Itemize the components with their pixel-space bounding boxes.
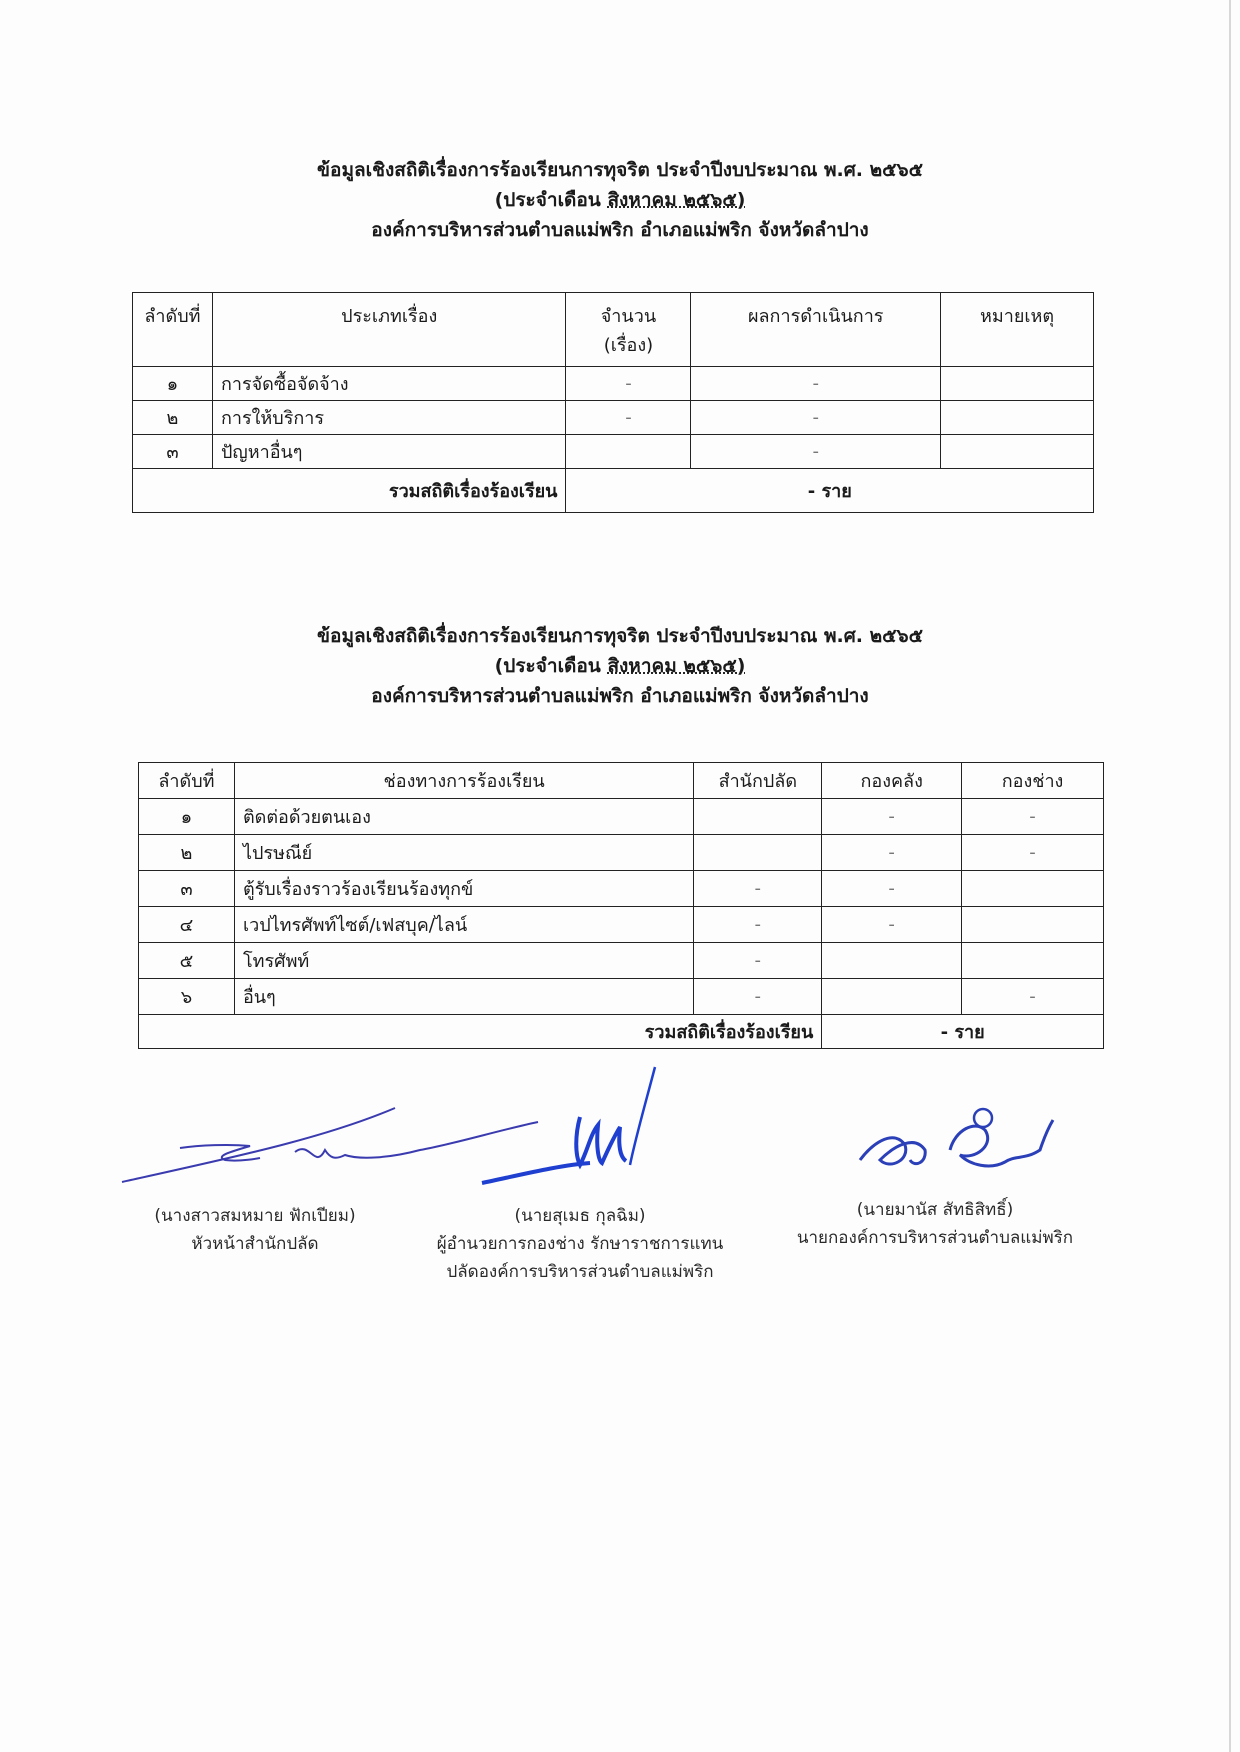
finance-count	[822, 979, 962, 1015]
report-period: (ประจำเดือน สิงหาคม ๒๕๖๕)	[494, 189, 746, 211]
signer-name: (นายมานัส สัทธิสิทธิ์)	[856, 1200, 1014, 1220]
report-header-2	[0, 622, 1240, 712]
total-label: รวมสถิติเรื่องร้องเรียน	[139, 1015, 822, 1049]
complaint-remark	[941, 367, 1094, 401]
report-period: (ประจำเดือน สิงหาคม ๒๕๖๕)	[494, 655, 746, 677]
office-count: -	[694, 979, 822, 1015]
complaint-type: การให้บริการ	[212, 401, 566, 435]
signer-name: (นายสุเมธ กุลฉิม)	[514, 1206, 646, 1226]
handwritten-signature-3	[855, 1100, 1055, 1200]
complaint-count	[566, 435, 691, 469]
table-row	[139, 979, 1104, 1015]
row-number: ๓	[133, 435, 213, 469]
organization-name: องค์การบริหารส่วนตำบลแม่พริก อำเภอแม่พริก จังหวัดลำปาง	[371, 685, 869, 707]
col-header-channel: ช่องทางการร้องเรียน	[234, 763, 693, 799]
finance-count: -	[822, 835, 962, 871]
col-header-count: จำนวน (เรื่อง)	[566, 293, 691, 367]
complaint-result: -	[691, 435, 941, 469]
engineering-count: -	[962, 979, 1104, 1015]
col-header-no: ลำดับที่	[139, 763, 235, 799]
signer-name: (นางสาวสมหมาย ฟักเปียม)	[154, 1206, 356, 1226]
col-header-remark: หมายเหตุ	[941, 293, 1094, 367]
col-header-office: สำนักปลัด	[694, 763, 822, 799]
signature-block-3	[770, 1196, 1100, 1252]
row-number: ๓	[139, 871, 235, 907]
row-number: ๒	[139, 835, 235, 871]
table-row	[133, 401, 1094, 435]
office-count	[694, 799, 822, 835]
col-header-result: ผลการดำเนินการ	[691, 293, 941, 367]
table-header-row	[133, 293, 1094, 367]
complaint-count: -	[566, 401, 691, 435]
organization-name: องค์การบริหารส่วนตำบลแม่พริก อำเภอแม่พริก จังหวัดลำปาง	[371, 219, 869, 241]
finance-count: -	[822, 871, 962, 907]
signer-position: นายกองค์การบริหารส่วนตำบลแม่พริก	[796, 1228, 1074, 1248]
complaint-channel-table	[138, 762, 1104, 1049]
total-row	[139, 1015, 1104, 1049]
table-row	[139, 943, 1104, 979]
engineering-count	[962, 943, 1104, 979]
row-number: ๕	[139, 943, 235, 979]
scan-edge	[1229, 0, 1231, 1752]
complaint-channel: ไปรษณีย์	[234, 835, 693, 871]
col-header-type: ประเภทเรื่อง	[212, 293, 566, 367]
signer-position: หัวหน้าสำนักปลัด	[191, 1234, 319, 1254]
table-row	[139, 907, 1104, 943]
complaint-remark	[941, 401, 1094, 435]
complaint-result: -	[691, 367, 941, 401]
office-count: -	[694, 871, 822, 907]
report-header-1	[0, 156, 1240, 246]
total-label: รวมสถิติเรื่องร้องเรียน	[133, 469, 566, 513]
engineering-count	[962, 871, 1104, 907]
col-header-finance: กองคลัง	[822, 763, 962, 799]
col-header-no: ลำดับที่	[133, 293, 213, 367]
complaint-channel: เวปไทรศัพท์ไซต์/เฟสบุค/ไลน์	[234, 907, 693, 943]
engineering-count: -	[962, 835, 1104, 871]
complaint-type: การจัดซื้อจัดจ้าง	[212, 367, 566, 401]
complaint-count: -	[566, 367, 691, 401]
report-title: ข้อมูลเชิงสถิติเรื่องการร้องเรียนการทุจริต ประจำปีงบประมาณ พ.ศ. ๒๕๖๕	[317, 625, 923, 647]
complaint-type: ปัญหาอื่นๆ	[212, 435, 566, 469]
complaint-channel: ตู้รับเรื่องราวร้องเรียนร้องทุกข์	[234, 871, 693, 907]
signature-block-2	[420, 1202, 740, 1286]
col-header-engineering: กองช่าง	[962, 763, 1104, 799]
signature-block-1	[130, 1202, 380, 1258]
total-row	[133, 469, 1094, 513]
report-title: ข้อมูลเชิงสถิติเรื่องการร้องเรียนการทุจริต ประจำปีงบประมาณ พ.ศ. ๒๕๖๕	[317, 159, 923, 181]
office-count: -	[694, 907, 822, 943]
row-number: ๑	[139, 799, 235, 835]
row-number: ๖	[139, 979, 235, 1015]
office-count	[694, 835, 822, 871]
office-count: -	[694, 943, 822, 979]
table-row	[139, 835, 1104, 871]
table-row	[139, 799, 1104, 835]
row-number: ๔	[139, 907, 235, 943]
handwritten-signature-2	[480, 1065, 690, 1205]
table-row	[139, 871, 1104, 907]
total-value: - ราย	[822, 1015, 1104, 1049]
engineering-count	[962, 907, 1104, 943]
table-row	[133, 435, 1094, 469]
total-value: - ราย	[566, 469, 1094, 513]
table-header-row	[139, 763, 1104, 799]
finance-count: -	[822, 907, 962, 943]
table-row	[133, 367, 1094, 401]
signer-position: ปลัดองค์การบริหารส่วนตำบลแม่พริก	[446, 1262, 714, 1282]
complaint-channel: โทรศัพท์	[234, 943, 693, 979]
complaint-result: -	[691, 401, 941, 435]
finance-count: -	[822, 799, 962, 835]
row-number: ๒	[133, 401, 213, 435]
row-number: ๑	[133, 367, 213, 401]
finance-count	[822, 943, 962, 979]
complaint-remark	[941, 435, 1094, 469]
complaint-channel: อื่นๆ	[234, 979, 693, 1015]
complaint-channel: ติดต่อด้วยตนเอง	[234, 799, 693, 835]
engineering-count: -	[962, 799, 1104, 835]
handwritten-signature-1	[120, 1100, 540, 1200]
complaint-type-table	[132, 292, 1094, 513]
signer-position: ผู้อำนวยการกองช่าง รักษาราชการแทน	[436, 1234, 724, 1254]
